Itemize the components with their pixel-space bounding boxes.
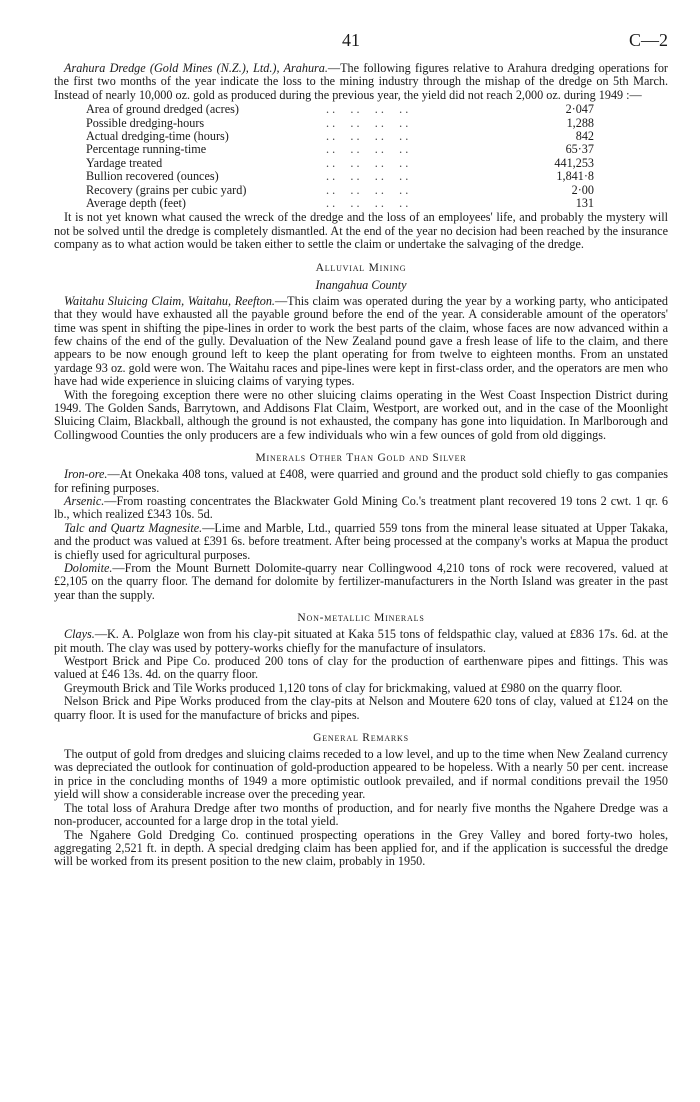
stat-row: Possible dredging-hours . . . . . . . . 1,288 <box>86 115 594 130</box>
west-coast-paragraph: With the foregoing exception there were no other sluicing claims operating in the West Coast Inspection District during 1949. The Golden Sands, Barrytown, and Addisons Flat Claim, Westport, are worked out, and in the case of the Moonlight Sluicing Claim, Blackball, although the ground is not exhausted, the company has gone into liquidation. In Marlborough and Collingwood Counties the only producers are a few individuals who win a few ounces of gold from old diggings. <box>54 387 668 442</box>
waitahu-lead: Waitahu Sluicing Claim, Waitahu, Reefton. <box>64 293 275 308</box>
page-number: 41 <box>342 30 360 50</box>
arahura-lead: Arahura Dredge (Gold Mines (N.Z.), Ltd.), Arahura. <box>64 61 328 75</box>
arsenic-paragraph: Arsenic.—From roasting concentrates the Blackwater Gold Mining Co.'s treatment plant recovered 19 tons 2 cwt. 1 qr. 6 lb., which realized £343 10s. 5d. <box>54 493 668 522</box>
clays-paragraph: Clays.—K. A. Polglaze won from his clay-pit situated at Kaka 515 tons of feldspathic clay, valued at £836 17s. 6d. at the pit mouth. The clay was used by pottery-works chiefly for the manufacture of insulators. <box>54 627 668 655</box>
greymouth-paragraph: Greymouth Brick and Tile Works produced 1,120 tons of clay for brickmaking, valued at £980 on the quarry floor. <box>64 680 623 695</box>
inangahua-subheading: Inangahua County <box>315 277 407 292</box>
iron-ore-paragraph: Iron-ore.—At Onekaka 408 tons, valued at £408, were quarried and ground and the product sold chiefly to gas companies for refining purposes. <box>54 467 668 495</box>
dolomite-paragraph: Dolomite.—From the Mount Burnett Dolomite-quarry near Collingwood 4,210 tons of rock were recovered, valued at £2,105 on the quarry floor. The demand for dolomite by fertilizer-manufacturers in the North Island was greater in the past year than the supply. <box>54 561 668 602</box>
talc-paragraph: Talc and Quartz Magnesite.—Lime and Marble, Ltd., quarried 559 tons from the mineral lease situated at Upper Takaka, and the product was valued at £391 6s. before treatment. After being processed at the company's works at Mapua the product is chiefly used for agricultural purposes. <box>54 520 668 562</box>
nonmetallic-heading: Non-metallic Minerals <box>297 612 425 625</box>
waitahu-paragraph <box>54 295 668 389</box>
arahura-stats-table <box>86 103 594 210</box>
stat-row: Actual dredging-time (hours) . . . . . . . . 842 <box>86 129 594 144</box>
arahura-intro-text: —The following figures relative to Arahura dredging operations for the first two months of the year indicate the loss to the mining industry through the mishap of the dredge on 5th March. Instead of nearly 10,000 oz. gold as produced during the previous year, the yield did not reach 2,000 oz. during 1949 :— <box>54 61 668 102</box>
arahura-intro-paragraph <box>54 62 668 102</box>
general-paragraph-2: The total loss of Arahura Dredge after two months of production, and for nearly five months the Ngahere Dredge was a non-producer, accounted for a large drop in the total yield. <box>54 800 668 829</box>
waitahu-text: —This claim was operated during the year by a working party, who anticipated that they would have exhausted all the payable ground before the end of the year. A considerable amount of the operators' time was spent in shifting the pipe-lines in order to work the best parts of the claim, whose faces are now advanced within a few chains of the end of the gully. Devaluation of the New Zealand pound gave a fresh lease of life to the claim, and there appears to be now enough ground left to keep the plant operating for from twelve to eighteen months. From an unstated yardage 93 oz. gold were won. The Waitahu races and pipe-lines were kept in first-class order, and the operators are men who have had wide experience in sluicing claims of varying types. <box>54 293 668 389</box>
general-paragraph-1: The output of gold from dredges and sluicing claims receded to a low level, and up to the time when New Zealand currency was depreciated the outlook for continuation of gold-production appeared to be hopeless. With a nearly 50 per cent. increase in price in the concluding months of 1949 a more optimistic outlook prevailed, and if normal conditions prevail the 1950 yield will show a considerable increase over the preceding year. <box>54 747 668 802</box>
minerals-heading: Minerals Other Than Gold and Silver <box>255 452 467 465</box>
stat-row: Yardage treated . . . . . . . . 441,253 <box>86 155 594 170</box>
stat-row: Percentage running-time . . . . . . . . 65·37 <box>86 142 594 157</box>
stat-row: Recovery (grains per cubic yard) . . . . . . . . 2·00 <box>86 182 594 197</box>
nelson-paragraph: Nelson Brick and Pipe Works produced from the clay-pits at Nelson and Moutere 620 tons of clay, valued at £124 on the quarry floor. It is used for the manufacture of bricks and pipes. <box>54 694 668 722</box>
general-paragraph-3: The Ngahere Gold Dredging Co. continued prospecting operations in the Grey Valley and bored forty-two holes, aggregating 2,521 ft. in depth. A special dredging claim has been applied for, and if the application is successful the dredge will be worked from its present position to the new claim, probably in 1950. <box>54 827 668 869</box>
stat-row: Area of ground dredged (acres) . . . . . . . . 2·047 <box>86 102 594 117</box>
stat-row: Bullion recovered (ounces) . . . . . . . . 1,841·8 <box>86 169 594 184</box>
arahura-closing-paragraph: It is not yet known what caused the wreck of the dredge and the loss of an employees' life, and probably the mystery will not be solved until the dredge is completely dismantled. At the end of the year no decision had been reached by the insurance company as to what action would be taken either to settle the claim or undertake the salvaging of the dredge. <box>54 210 668 252</box>
alluvial-heading: Alluvial Mining <box>315 261 407 274</box>
report-code: C—2 <box>628 30 668 50</box>
westport-paragraph: Westport Brick and Pipe Co. produced 200 tons of clay for the production of earthenware pipes and fittings. This was valued at £46 13s. 4d. on the quarry floor. <box>54 654 668 682</box>
general-remarks-heading: General Remarks <box>313 732 409 745</box>
stat-row: Average depth (feet) . . . . . . . . 131 <box>86 196 594 211</box>
page-header <box>54 30 668 62</box>
